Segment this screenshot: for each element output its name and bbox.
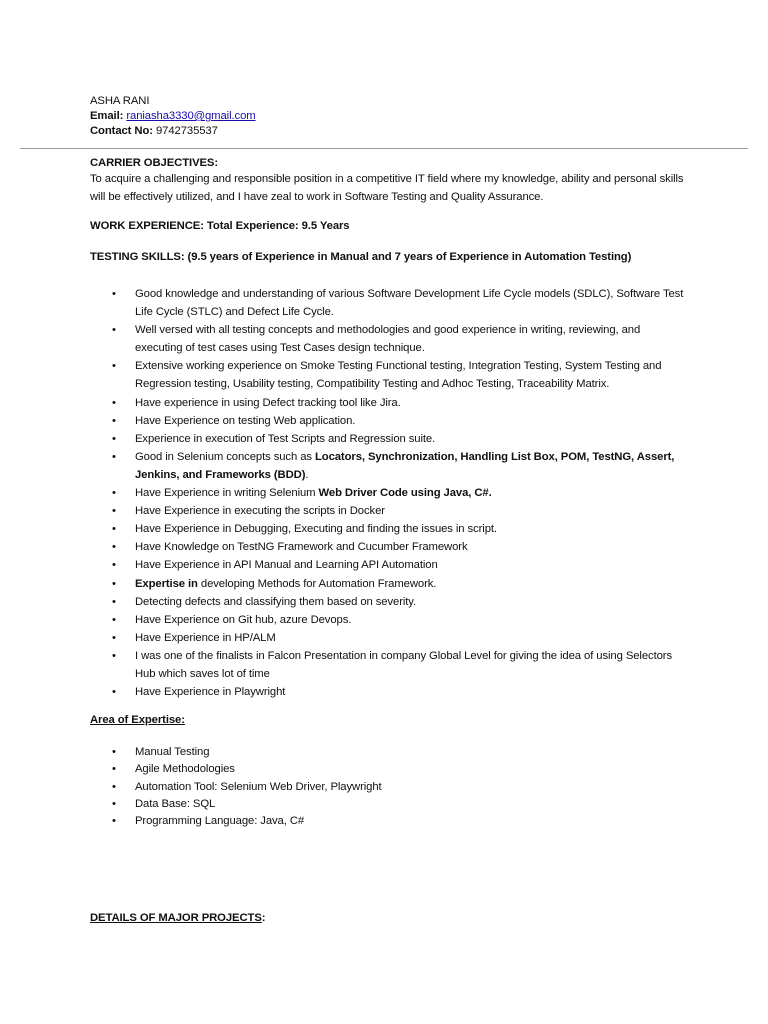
skill-item: [90, 448, 690, 484]
email-label: Email:: [90, 110, 124, 122]
expertise-item: • Data Base: SQL: [90, 796, 690, 813]
skill-item: [90, 538, 690, 556]
header-divider: [20, 148, 748, 149]
skill-item: [90, 502, 690, 520]
skill-item: [90, 611, 690, 629]
testing-skills-heading: TESTING SKILLS: (9.5 years of Experience in Manual and 7 years of Experience in Automation Testing): [90, 251, 632, 263]
skill-text: Experience in execution of Test Scripts and Regression suite.: [135, 432, 436, 445]
skill-item: [90, 593, 690, 611]
skill-text: Detecting defects and classifying them based on severity.: [135, 595, 417, 608]
expertise-item: • Agile Methodologies: [90, 761, 690, 778]
contact-number: 9742735537: [155, 125, 218, 137]
testing-skills-list: [90, 285, 690, 701]
skill-item: [90, 647, 690, 683]
projects-heading-text: DETAILS OF MAJOR PROJECTS: [90, 912, 262, 924]
skill-item: [90, 556, 690, 574]
contact-line: [90, 125, 218, 137]
expertise-item: • Automation Tool: Selenium Web Driver, Playwright: [90, 779, 690, 796]
skill-text: developing Methods for Automation Framework.: [197, 577, 437, 590]
skill-text: Have Experience in writing Selenium: [135, 487, 319, 500]
skill-text: Well versed with all testing concepts and methodologies and good experience in writing, reviewing, and executing of test cases using Test Cases design technique.: [135, 324, 641, 355]
skill-text: .: [305, 468, 309, 481]
skill-text: Have Experience on Git hub, azure Devops.: [135, 613, 352, 626]
skill-item: [90, 285, 690, 321]
email-link[interactable]: raniasha3330@gmail.com: [126, 110, 256, 122]
objectives-text: To acquire a challenging and responsible position in a competitive IT field where my knowledge, ability and personal skills will be effectively utilized, and I have zeal to work in Software Testing and Quality Assurance.: [90, 173, 684, 203]
skill-item: [90, 520, 690, 538]
skill-item: [90, 321, 690, 357]
skill-text: Extensive working experience on Smoke Testing Functional testing, Integration Testing, System Testing and Regression testing, Usability testing, Compatibility Testing and Adhoc Testing, Traceability Matrix.: [135, 360, 662, 391]
skill-item: [90, 484, 690, 502]
skill-text: Have Experience in Playwright: [135, 686, 286, 699]
skill-text: Have Experience in API Manual and Learning API Automation: [135, 559, 438, 572]
skill-text-bold: Expertise in: [135, 577, 198, 590]
skill-text-bold: Web Driver Code using Java, C#.: [318, 487, 492, 500]
skill-text: I was one of the finalists in Falcon Presentation in company Global Level for giving the idea of using Selectors Hub which saves lot of time: [135, 649, 673, 680]
skill-text: Have Experience in executing the scripts in Docker: [135, 505, 385, 518]
expertise-list: [90, 744, 690, 830]
skill-text: Good knowledge and understanding of various Software Development Life Cycle models (SDLC), Software Test Life Cycle (STLC) and Defect Life Cycle.: [135, 288, 684, 319]
email-line: [90, 110, 256, 122]
work-experience-heading: WORK EXPERIENCE: Total Experience: 9.5 Years: [90, 220, 350, 232]
candidate-name: ASHA RANI: [90, 95, 150, 107]
skill-item: [90, 575, 690, 593]
skill-item: [90, 683, 690, 701]
objectives-heading: CARRIER OBJECTIVES:: [90, 157, 219, 169]
expertise-heading: Area of Expertise:: [90, 714, 185, 726]
skill-item: [90, 629, 690, 647]
contact-label: Contact No:: [90, 125, 153, 137]
skill-text: Have Experience in HP/ALM: [135, 631, 276, 644]
skill-text-bold: Locators, Synchronization, Handling List Box, POM, TestNG, Assert, Jenkins, and Frameworks (BDD): [135, 450, 675, 481]
skill-text: Have experience in using Defect tracking tool like Jira.: [135, 396, 401, 409]
skill-text: Have Experience on testing Web application.: [135, 414, 356, 427]
skill-text: Have Experience in Debugging, Executing and finding the issues in script.: [135, 523, 497, 536]
skill-item: [90, 394, 690, 412]
skill-item: [90, 430, 690, 448]
skill-text: Have Knowledge on TestNG Framework and Cucumber Framework: [135, 541, 468, 554]
projects-heading: [90, 912, 265, 924]
skill-item: [90, 412, 690, 430]
projects-heading-colon: :: [261, 912, 266, 924]
skill-item: [90, 357, 690, 393]
expertise-item: • Programming Language: Java, C#: [90, 813, 690, 830]
skill-text: Good in Selenium concepts such as: [135, 450, 315, 463]
expertise-item: • Manual Testing: [90, 744, 690, 761]
